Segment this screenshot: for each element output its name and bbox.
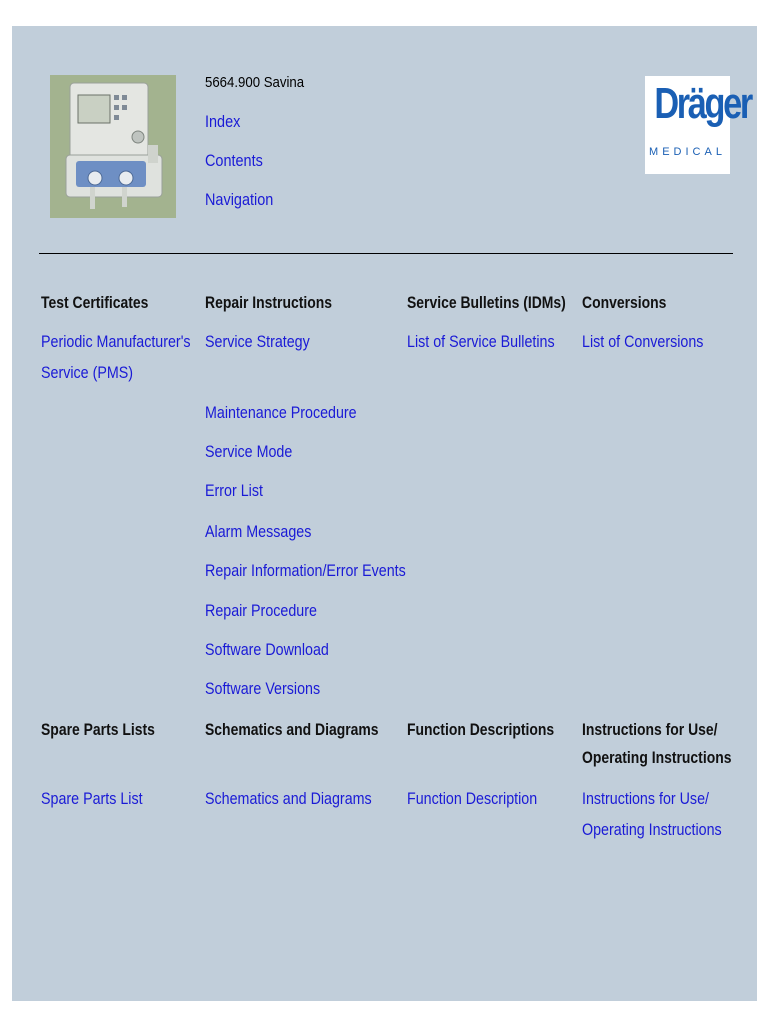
document-header: [205, 74, 318, 209]
conversions-link[interactable]: List of Conversions: [582, 332, 704, 351]
pms-link-line2[interactable]: Service (PMS): [41, 363, 134, 382]
schematics-heading: Schematics and Diagrams: [205, 720, 379, 739]
software-versions-link[interactable]: Software Versions: [205, 679, 321, 698]
maintenance-procedure-link[interactable]: Maintenance Procedure: [205, 403, 357, 422]
instructions-for-use-link-line2[interactable]: Operating Instructions: [582, 820, 722, 839]
logo-brand: Dräger: [654, 79, 751, 128]
drager-medical-logo: [645, 76, 751, 174]
document-title: 5664.900 Savina: [205, 74, 305, 91]
index-link[interactable]: Index: [205, 112, 241, 131]
conversions-heading: Conversions: [582, 293, 667, 312]
schematics-link[interactable]: Schematics and Diagrams: [205, 789, 372, 808]
pms-link-line1[interactable]: Periodic Manufacturer's: [41, 332, 191, 351]
device-photo: [50, 75, 176, 218]
service-strategy-link[interactable]: Service Strategy: [205, 332, 310, 351]
function-descriptions-heading: Function Descriptions: [407, 720, 555, 739]
spare-parts-list-link[interactable]: Spare Parts List: [41, 789, 143, 808]
contents-link[interactable]: Contents: [205, 151, 263, 170]
repair-information-link[interactable]: Repair Information/Error Events: [205, 561, 406, 580]
navigation-link[interactable]: Navigation: [205, 190, 274, 209]
header-divider: [39, 253, 733, 254]
service-bulletins-link[interactable]: List of Service Bulletins: [407, 332, 555, 351]
logo-subtitle: MEDICAL: [649, 146, 726, 158]
service-mode-link[interactable]: Service Mode: [205, 442, 293, 461]
repair-instructions-heading: Repair Instructions: [205, 293, 333, 312]
spare-parts-heading: Spare Parts Lists: [41, 720, 155, 739]
ventilator-image: [50, 75, 176, 218]
repair-procedure-link[interactable]: Repair Procedure: [205, 601, 317, 620]
alarm-messages-link[interactable]: Alarm Messages: [205, 522, 312, 541]
function-description-link[interactable]: Function Description: [407, 789, 538, 808]
software-download-link[interactable]: Software Download: [205, 640, 329, 659]
test-certificates-heading: Test Certificates: [41, 293, 149, 312]
instructions-for-use-heading-line2: Operating Instructions: [582, 748, 732, 767]
service-bulletins-heading: Service Bulletins (IDMs): [407, 293, 566, 312]
error-list-link[interactable]: Error List: [205, 481, 263, 500]
instructions-for-use-link-line1[interactable]: Instructions for Use/: [582, 789, 709, 808]
instructions-for-use-heading-line1: Instructions for Use/: [582, 720, 718, 739]
